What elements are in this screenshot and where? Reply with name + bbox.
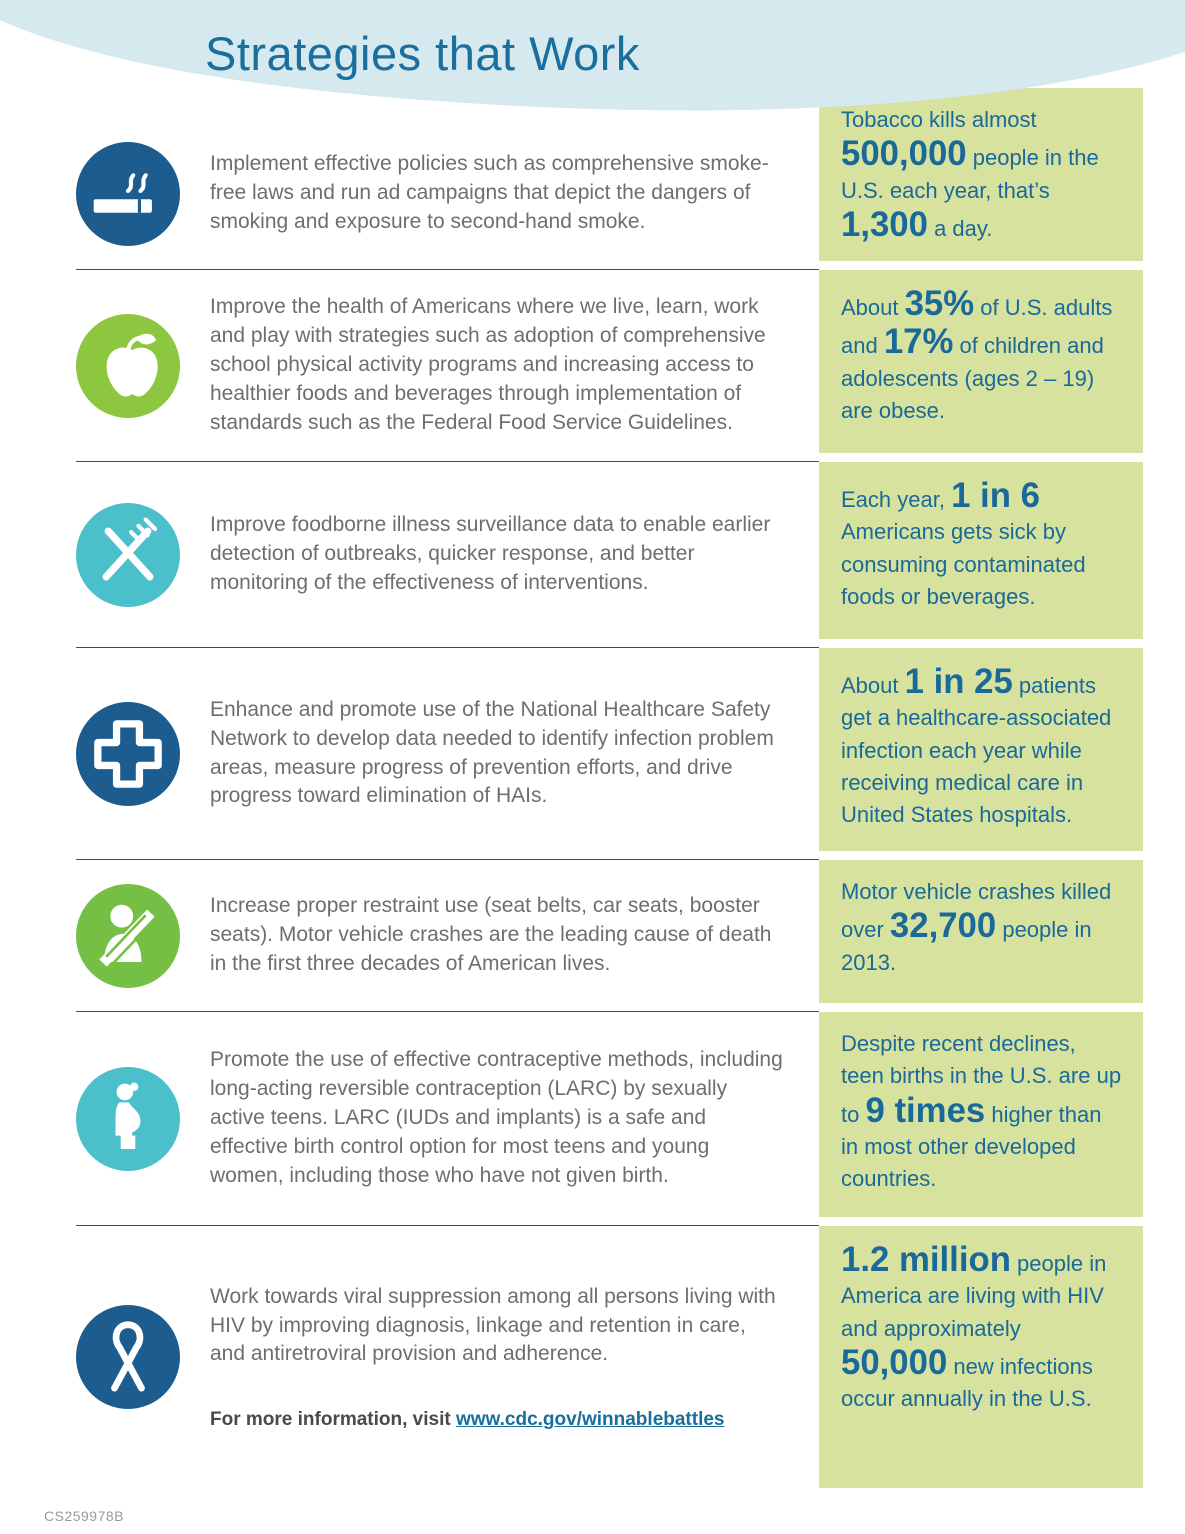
strategy-text: Work towards viral suppression among all persons living with HIV by improving diagnosis, linkage and retention in care, and antiretroviral provision and adherence. [210,1284,776,1366]
stat-segment: Each year, [841,487,952,512]
strategy-left-obesity [76,270,819,462]
stat-segment: About [841,295,905,320]
stat-segment: higher than in most other developed countries. [841,1101,1102,1192]
pregnant-woman-icon [76,1067,180,1171]
stat-segment: 1 in 25 [904,663,1013,701]
stat-segment: 17% [883,323,954,362]
strategy-left-motor-vehicle [76,860,819,1012]
stat-segment: Americans gets sick by consuming contaminated foods or beverages. [841,519,1086,609]
awareness-ribbon-icon [76,1305,180,1409]
strategy-row-hai [76,648,1143,860]
strategy-row-teen-pregnancy [76,1012,1143,1226]
stat-box-hai [819,648,1143,851]
stat-box-motor-vehicle [819,860,1143,1003]
stat-segment: 1,300 [841,205,928,244]
stat-box-obesity [819,270,1143,453]
stat-segment: 1 in 6 [951,477,1040,515]
seatbelt-icon [76,884,180,988]
stat-segment: a day. [927,215,993,241]
strategy-text: Implement effective policies such as comprehensive smoke-free laws and run ad campaigns that depict the dangers of smoking and exposure to second-hand smoke. [210,152,769,233]
stat-segment: Motor vehicle crashes killed over [841,879,1112,943]
more-info-line [210,1409,785,1431]
strategy-text: Promote the use of effective contraceptive methods, including long-acting reversible contraception (LARC) by sexually active teens. LARC (IUDs and implants) is a safe and effective birth control option for most teens and young women, including those who have not given birth. [210,1048,783,1187]
cigarette-icon [76,142,180,246]
stat-segment: About [841,673,905,698]
stat-segment: people in 2013. [841,917,1092,975]
stat-segment: Tobacco kills almost [841,107,1037,132]
strategy-row-hiv [76,1226,1143,1488]
strategy-left-tobacco [76,118,819,270]
stat-segment: 1.2 million [841,1241,1011,1279]
strategy-row-tobacco [76,107,1143,270]
strategy-left-hai [76,648,819,860]
stat-segment: of U.S. adults and [841,295,1113,359]
stat-segment: 32,700 [889,907,997,946]
strategy-left-teen-pregnancy [76,1012,819,1226]
hiv-text-column [210,1283,785,1432]
stat-segment: people in America are living with HIV and approximately [841,1251,1107,1341]
strategy-row-obesity [76,270,1143,462]
stat-segment: 35% [904,285,975,323]
more-info-prefix: For more information, visit [210,1409,456,1431]
strategy-text: Improve foodborne illness surveillance data to enable earlier detection of outbreaks, quicker response, and better monitoring of the effectiveness of interventions. [210,513,771,594]
header-band [0,0,1185,118]
strategy-left-food-safety [76,462,819,648]
stat-segment: Despite recent declines, teen births in the U.S. are up to [841,1031,1122,1127]
document-code: CS259978B [44,1508,125,1524]
stat-segment: 9 times [865,1091,986,1130]
stat-segment: patients get a healthcare-associated infection each year while receiving medical care in United States hospitals. [841,673,1112,828]
medical-cross-icon [76,702,180,806]
strategy-text: Enhance and promote use of the National Healthcare Safety Network to develop data needed to identify infection problem areas, measure progress of prevention efforts, and drive progress toward elimination of HAIs. [210,697,774,808]
stat-segment: 50,000 [841,1343,948,1382]
stat-box-hiv [819,1226,1143,1488]
page-title: Strategies that Work [205,27,640,80]
stat-segment: 500,000 [841,135,967,174]
stat-segment: people in the U.S. each year, that’s [841,145,1099,203]
strategy-text: Improve the health of Americans where we live, learn, work and play with strategies such as adoption of comprehensive school physical activity programs and increasing access to healthier foods and beverages through implementation of standards such as the Federal Food Service Guidelines. [210,295,766,434]
content-area [0,107,1185,1488]
stat-box-teen-pregnancy [819,1012,1143,1217]
apple-icon [76,314,180,418]
fork-knife-icon [76,503,180,607]
stat-segment: of children and adolescents (ages 2 – 19) are obese. [841,333,1104,423]
stat-box-food-safety [819,462,1143,639]
strategy-row-food-safety [76,462,1143,648]
strategy-row-motor-vehicle [76,860,1143,1012]
winnable-battles-link[interactable]: www.cdc.gov/winnablebattles [455,1409,725,1431]
strategy-text: Increase proper restraint use (seat belts, car seats, booster seats). Motor vehicle crashes are the leading cause of death in the first three decades of American lives. [210,894,772,975]
stat-segment: new infections occur annually in the U.S. [841,1353,1093,1412]
strategy-left-hiv [76,1226,819,1488]
